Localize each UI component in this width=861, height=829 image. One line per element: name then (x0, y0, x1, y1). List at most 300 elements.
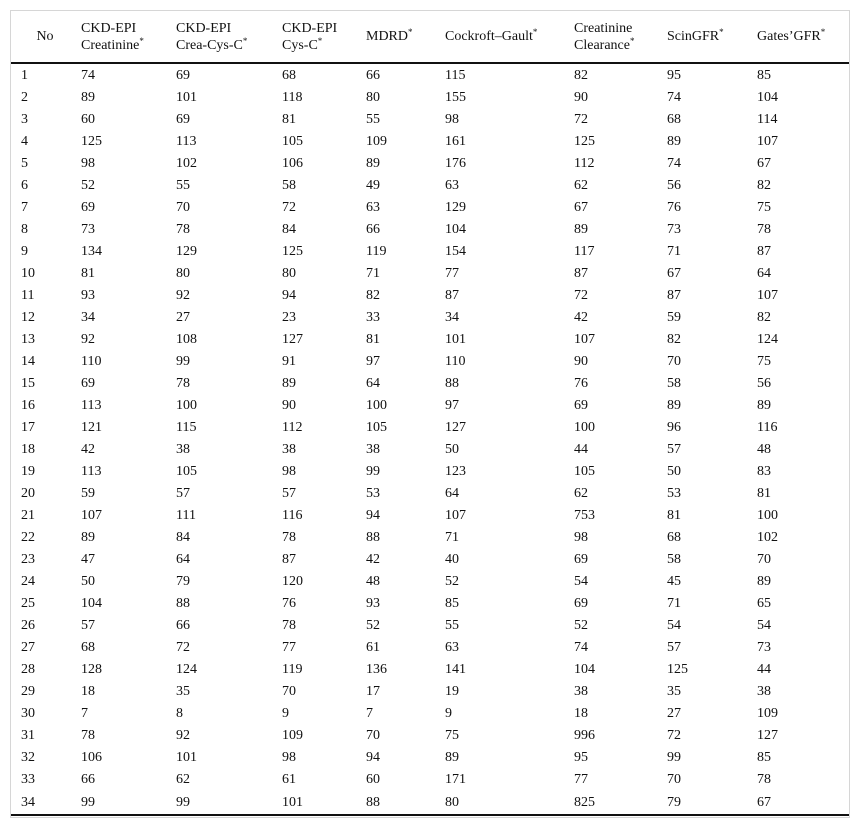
table-cell: 66 (366, 222, 380, 237)
table-cell: 161 (445, 134, 466, 149)
table-cell: 155 (445, 90, 466, 105)
footnote-mark: * (820, 27, 826, 37)
table-cell: 75 (757, 200, 771, 215)
table-cell: 113 (81, 398, 102, 413)
row-number-cell: 28 (21, 662, 35, 677)
footnote-mark: * (139, 35, 144, 46)
table-cell: 34 (81, 310, 95, 325)
table-cell: 125 (667, 662, 688, 677)
table-cell: 99 (71, 791, 166, 815)
table-cell: 996 (574, 728, 595, 743)
table-cell: 89 (282, 376, 296, 391)
table-row (11, 351, 849, 373)
row-number-cell: 19 (21, 464, 35, 479)
table-cell: 58 (282, 178, 296, 193)
table-row (11, 703, 849, 725)
table-cell: 74 (574, 640, 588, 655)
table-cell: 68 (667, 112, 681, 127)
column-header (435, 11, 564, 63)
table-cell: 55 (366, 112, 380, 127)
column-header (166, 11, 272, 63)
table-cell: 99 (667, 750, 681, 765)
table-cell: 57 (282, 486, 296, 501)
table-cell: 89 (445, 750, 459, 765)
table-cell: 87 (445, 288, 459, 303)
row-number-cell: 32 (21, 750, 35, 765)
table-cell: 92 (176, 728, 190, 743)
table-cell: 90 (282, 398, 296, 413)
table-row (11, 637, 849, 659)
table-cell: 38 (757, 684, 771, 699)
table-cell: 38 (366, 442, 380, 457)
table-cell: 98 (282, 464, 296, 479)
table-cell: 61 (282, 772, 296, 787)
table-cell: 80 (366, 90, 380, 105)
table-cell: 34 (445, 310, 459, 325)
column-header (657, 11, 747, 63)
table-cell: 72 (282, 200, 296, 215)
table-cell: 62 (574, 178, 588, 193)
table-cell: 60 (366, 772, 380, 787)
table-cell: 54 (667, 618, 681, 633)
table-cell: 72 (667, 728, 681, 743)
table-cell: 107 (574, 332, 595, 347)
table-cell: 52 (574, 618, 588, 633)
table-cell: 72 (574, 288, 588, 303)
table-cell: 92 (176, 288, 190, 303)
table-row (11, 241, 849, 263)
table-cell: 61 (366, 640, 380, 655)
table-cell: 71 (667, 244, 681, 259)
table-cell: 107 (81, 508, 102, 523)
table-cell: 100 (366, 398, 387, 413)
table-cell: 84 (176, 530, 190, 545)
table-cell: 107 (757, 134, 778, 149)
table-row (11, 153, 849, 175)
table-cell: 93 (366, 596, 380, 611)
column-header-line1: Creatinine (574, 20, 633, 36)
table-row (11, 505, 849, 527)
row-number-cell: 33 (21, 772, 35, 787)
table-cell: 47 (81, 552, 95, 567)
column-header (11, 11, 71, 63)
footnote-mark: * (408, 27, 413, 37)
table-cell: 102 (757, 530, 778, 545)
row-number-cell: 23 (21, 552, 35, 567)
table-cell: 127 (757, 728, 778, 743)
table-cell: 59 (667, 310, 681, 325)
table-row (11, 571, 849, 593)
table-cell: 70 (757, 552, 771, 567)
table-cell: 97 (445, 398, 459, 413)
table-cell: 67 (747, 791, 849, 815)
table-cell: 89 (81, 90, 95, 105)
table-cell: 19 (445, 684, 459, 699)
table-cell: 69 (574, 596, 588, 611)
table-cell: 89 (667, 134, 681, 149)
table-cell: 87 (757, 244, 771, 259)
table-row (11, 109, 849, 131)
table-cell: 74 (667, 156, 681, 171)
table-cell: 72 (176, 640, 190, 655)
table-cell: 68 (282, 68, 296, 83)
table-row (11, 483, 849, 505)
table-cell: 95 (574, 750, 588, 765)
table-cell: 77 (574, 772, 588, 787)
table-row (11, 725, 849, 747)
row-number-cell: 26 (21, 618, 35, 633)
table-cell: 100 (176, 398, 197, 413)
table-cell: 78 (757, 772, 771, 787)
table-row (11, 63, 849, 87)
footnote-mark: * (242, 35, 248, 46)
table-cell: 89 (574, 222, 588, 237)
table-cell: 109 (282, 728, 303, 743)
table-cell: 9 (445, 706, 452, 721)
table-row (11, 395, 849, 417)
table-cell: 80 (176, 266, 190, 281)
table-cell: 110 (445, 354, 466, 369)
gfr-table (11, 11, 849, 816)
table-cell: 67 (667, 266, 681, 281)
table-cell: 118 (282, 90, 303, 105)
table-cell: 69 (176, 112, 190, 127)
table-cell: 97 (366, 354, 380, 369)
table-cell: 52 (366, 618, 380, 633)
table-cell: 69 (81, 200, 95, 215)
table-cell: 100 (757, 508, 778, 523)
row-number-cell: 27 (21, 640, 35, 655)
table-cell: 70 (667, 354, 681, 369)
table-cell: 81 (366, 332, 380, 347)
table-cell: 105 (176, 464, 197, 479)
table-cell: 54 (574, 574, 588, 589)
table-cell: 17 (366, 684, 380, 699)
table-cell: 112 (282, 420, 303, 435)
table-cell: 55 (445, 618, 459, 633)
table-cell: 78 (81, 728, 95, 743)
table-cell: 57 (81, 618, 95, 633)
table-row (11, 791, 849, 815)
table-cell: 98 (574, 530, 588, 545)
footnote-mark: * (317, 35, 323, 46)
table-cell: 50 (667, 464, 681, 479)
table-cell: 81 (757, 486, 771, 501)
row-number-cell: 16 (21, 398, 35, 413)
row-number-cell: 14 (21, 354, 35, 369)
table-cell: 44 (574, 442, 588, 457)
row-number-cell: 11 (21, 288, 35, 303)
footnote-mark: * (719, 27, 724, 37)
table-cell: 40 (445, 552, 459, 567)
table-cell: 83 (757, 464, 771, 479)
table-cell: 85 (757, 68, 771, 83)
row-number-cell: 20 (21, 486, 35, 501)
table-cell: 66 (81, 772, 95, 787)
table-cell: 85 (445, 596, 459, 611)
table-cell: 65 (757, 596, 771, 611)
row-number-cell: 21 (21, 508, 35, 523)
table-cell: 89 (757, 574, 771, 589)
table-cell: 42 (366, 552, 380, 567)
table-cell: 56 (757, 376, 771, 391)
table-cell: 75 (445, 728, 459, 743)
table-cell: 48 (757, 442, 771, 457)
table-cell: 94 (366, 508, 380, 523)
table-row (11, 175, 849, 197)
table-cell: 53 (667, 486, 681, 501)
table-row (11, 593, 849, 615)
table-cell: 121 (81, 420, 102, 435)
table-cell: 102 (176, 156, 197, 171)
table-cell: 101 (445, 332, 466, 347)
column-header-line1: Cockroft–Gault (445, 29, 533, 44)
table-cell: 825 (564, 791, 657, 815)
row-number-cell: 29 (21, 684, 35, 699)
table-row (11, 461, 849, 483)
table-row (11, 329, 849, 351)
table-cell: 66 (366, 68, 380, 83)
row-number-cell: 22 (21, 530, 35, 545)
table-cell: 73 (757, 640, 771, 655)
table-cell: 59 (81, 486, 95, 501)
table-row (11, 263, 849, 285)
table-cell: 88 (366, 530, 380, 545)
table-cell: 69 (176, 68, 190, 83)
table-cell: 101 (272, 791, 356, 815)
table-cell: 78 (757, 222, 771, 237)
table-cell: 64 (176, 552, 190, 567)
table-cell: 23 (282, 310, 296, 325)
table-row (11, 549, 849, 571)
table-cell: 115 (445, 68, 466, 83)
table-cell: 111 (176, 508, 196, 523)
table-cell: 99 (166, 791, 272, 815)
table-cell: 76 (574, 376, 588, 391)
table-row (11, 219, 849, 241)
table-cell: 45 (667, 574, 681, 589)
table-cell: 171 (445, 772, 466, 787)
table-cell: 27 (667, 706, 681, 721)
table-cell: 176 (445, 156, 466, 171)
column-header (356, 11, 435, 63)
column-header-line2: Creatinine (81, 37, 140, 53)
row-number-cell: 5 (21, 156, 28, 171)
table-cell: 82 (667, 332, 681, 347)
table-cell: 79 (657, 791, 747, 815)
table-cell: 27 (176, 310, 190, 325)
table-row (11, 615, 849, 637)
table-cell: 116 (757, 420, 778, 435)
table-cell: 125 (282, 244, 303, 259)
column-header-line1: ScinGFR (667, 29, 720, 44)
table-cell: 33 (366, 310, 380, 325)
table-cell: 90 (574, 354, 588, 369)
table-cell: 78 (176, 376, 190, 391)
table-cell: 67 (574, 200, 588, 215)
table-cell: 63 (445, 178, 459, 193)
row-number-cell: 10 (21, 266, 35, 281)
table-cell: 82 (757, 310, 771, 325)
table-cell: 55 (176, 178, 190, 193)
table-row (11, 747, 849, 769)
row-number-cell: 1 (21, 68, 28, 83)
row-number-cell: 24 (21, 574, 35, 589)
table-cell: 89 (757, 398, 771, 413)
table-cell: 78 (282, 618, 296, 633)
table-cell: 127 (282, 332, 303, 347)
table-cell: 134 (81, 244, 102, 259)
table-cell: 38 (574, 684, 588, 699)
table-cell: 78 (282, 530, 296, 545)
column-header (71, 11, 166, 63)
table-cell: 74 (81, 68, 95, 83)
table-cell: 129 (176, 244, 197, 259)
table-cell: 98 (445, 112, 459, 127)
table-cell: 74 (667, 90, 681, 105)
table-cell: 108 (176, 332, 197, 347)
table-cell: 64 (757, 266, 771, 281)
table-cell: 50 (445, 442, 459, 457)
table-cell: 89 (81, 530, 95, 545)
table-cell: 70 (282, 684, 296, 699)
table-cell: 67 (757, 156, 771, 171)
table-cell: 91 (282, 354, 296, 369)
table-cell: 50 (81, 574, 95, 589)
table-cell: 7 (366, 706, 373, 721)
table-cell: 77 (282, 640, 296, 655)
table-cell: 136 (366, 662, 387, 677)
table-cell: 753 (574, 508, 595, 523)
table-cell: 64 (366, 376, 380, 391)
column-header-line1: CKD-EPI (176, 20, 232, 36)
table-cell: 72 (574, 112, 588, 127)
table-cell: 18 (574, 706, 588, 721)
column-header-line1: CKD-EPI (81, 20, 137, 36)
table-row (11, 681, 849, 703)
table-cell: 8 (176, 706, 183, 721)
row-number-cell: 7 (21, 200, 28, 215)
table-cell: 104 (445, 222, 466, 237)
table-row (11, 527, 849, 549)
column-header (272, 11, 356, 63)
table-cell: 124 (176, 662, 197, 677)
table-cell: 107 (445, 508, 466, 523)
row-number-cell: 3 (21, 112, 28, 127)
table-cell: 117 (574, 244, 595, 259)
table-cell: 116 (282, 508, 303, 523)
footnote-mark: * (629, 35, 635, 46)
table-cell: 9 (282, 706, 289, 721)
table-cell: 80 (282, 266, 296, 281)
table-cell: 42 (574, 310, 588, 325)
table-cell: 82 (757, 178, 771, 193)
table-cell: 71 (445, 530, 459, 545)
table-cell: 112 (574, 156, 595, 171)
table-cell: 123 (445, 464, 466, 479)
table-cell: 119 (366, 244, 387, 259)
table-cell: 92 (81, 332, 95, 347)
table-cell: 94 (366, 750, 380, 765)
table-cell: 105 (282, 134, 303, 149)
table-cell: 98 (81, 156, 95, 171)
table-row (11, 769, 849, 791)
table-cell: 115 (176, 420, 197, 435)
table-cell: 71 (667, 596, 681, 611)
table-cell: 52 (81, 178, 95, 193)
table-cell: 53 (366, 486, 380, 501)
header-row (11, 11, 849, 63)
table-cell: 66 (176, 618, 190, 633)
column-header-line1: Gates’GFR (757, 29, 821, 44)
table-cell: 141 (445, 662, 466, 677)
row-number-cell: 15 (21, 376, 35, 391)
row-number-cell: 13 (21, 332, 35, 347)
table-cell: 88 (176, 596, 190, 611)
table-cell: 107 (757, 288, 778, 303)
table-cell: 35 (667, 684, 681, 699)
table-cell: 82 (366, 288, 380, 303)
table-cell: 70 (176, 200, 190, 215)
table-cell: 113 (81, 464, 102, 479)
row-number-cell: 17 (21, 420, 35, 435)
table-cell: 87 (574, 266, 588, 281)
table-cell: 71 (366, 266, 380, 281)
table-cell: 63 (445, 640, 459, 655)
table-frame (10, 10, 850, 818)
table-cell: 105 (574, 464, 595, 479)
column-header (747, 11, 849, 63)
table-cell: 87 (282, 552, 296, 567)
table-cell: 101 (176, 750, 197, 765)
table-header (11, 11, 849, 63)
table-cell: 89 (667, 398, 681, 413)
footnote-mark: * (532, 27, 538, 37)
table-row (11, 373, 849, 395)
table-cell: 69 (574, 398, 588, 413)
table-cell: 98 (282, 750, 296, 765)
table-cell: 114 (757, 112, 778, 127)
table-cell: 75 (757, 354, 771, 369)
table-row (11, 307, 849, 329)
table-cell: 57 (667, 442, 681, 457)
table-cell: 48 (366, 574, 380, 589)
table-cell: 68 (81, 640, 95, 655)
row-number-cell: 9 (21, 244, 28, 259)
table-cell: 73 (667, 222, 681, 237)
table-cell: 35 (176, 684, 190, 699)
table-cell: 18 (81, 684, 95, 699)
table-cell: 119 (282, 662, 303, 677)
column-header-line1: CKD-EPI (282, 20, 338, 36)
table-cell: 129 (445, 200, 466, 215)
table-cell: 104 (757, 90, 778, 105)
row-number-cell: 4 (21, 134, 28, 149)
table-cell: 77 (445, 266, 459, 281)
row-number-cell: 18 (21, 442, 35, 457)
table-cell: 38 (282, 442, 296, 457)
table-cell: 70 (667, 772, 681, 787)
row-number-cell: 2 (21, 90, 28, 105)
table-row (11, 417, 849, 439)
table-cell: 42 (81, 442, 95, 457)
table-cell: 110 (81, 354, 102, 369)
table-cell: 120 (282, 574, 303, 589)
table-cell: 93 (81, 288, 95, 303)
table-cell: 106 (81, 750, 102, 765)
table-row (11, 131, 849, 153)
table-cell: 84 (282, 222, 296, 237)
